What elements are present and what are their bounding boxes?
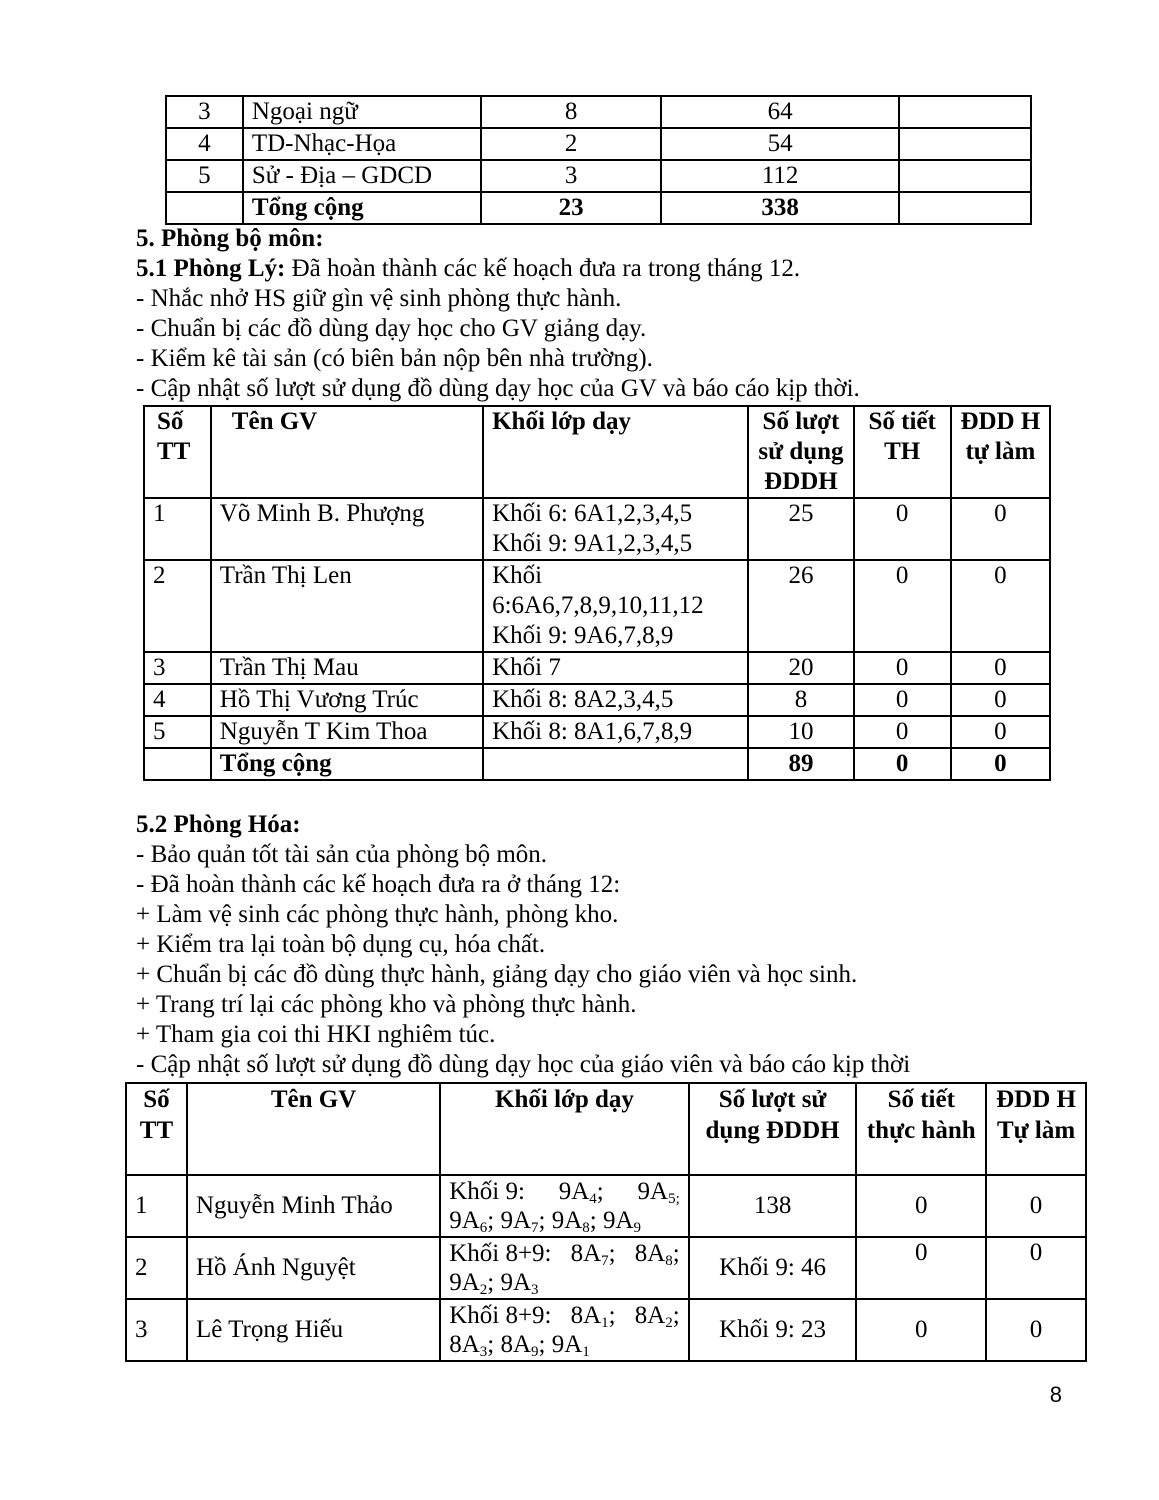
teacher-name: Trần Thị Mau (211, 652, 483, 684)
page-number: 8 (1049, 1382, 1062, 1407)
teacher-name: Nguyễn T Kim Thoa (211, 716, 483, 748)
total-value: 0 (854, 748, 951, 780)
bullet-line: + Làm vệ sinh các phòng thực hành, phòng kho. (136, 901, 619, 928)
class-item: $8A_8$; (634, 1240, 680, 1269)
value-cell: 8 (481, 96, 661, 128)
grade-line: Khối (492, 562, 543, 589)
th-cell: 0 (854, 684, 951, 716)
grade-prefix: Khối 9: (449, 1178, 525, 1205)
chemistry-room-table (125, 1082, 1087, 1362)
grade-cell (483, 560, 748, 652)
table-row (126, 1175, 1086, 1237)
header-cell: Số lượt sử dụng ĐDDH (689, 1083, 857, 1175)
total-value: 0 (951, 748, 1050, 780)
table-row (166, 96, 1031, 128)
tl-cell: 0 (951, 716, 1050, 748)
teacher-name: Lê Trọng Hiếu (187, 1299, 440, 1361)
table-row (166, 160, 1031, 192)
physics-room-table (143, 405, 1051, 781)
summary-table (165, 95, 1032, 225)
bullet-line: - Nhắc nhở HS giữ gìn vệ sinh phòng thực hành. (136, 285, 622, 312)
header-cell: Số tiết TH (854, 406, 951, 498)
uses-cell: 8 (748, 684, 853, 716)
tl-cell: 0 (986, 1237, 1086, 1299)
empty-cell (899, 96, 1031, 128)
grade-prefix: Khối 8+9: (449, 1302, 552, 1329)
grade-line (449, 1239, 680, 1268)
row-number: 4 (144, 684, 211, 716)
table-row (144, 716, 1050, 748)
subsection-text: Đã hoàn thành các kế hoạch đưa ra trong tháng 12. (285, 255, 801, 282)
value-cell: 112 (661, 160, 899, 192)
bullet-line: - Cập nhật số lượt sử dụng đồ dùng dạy học của GV và báo cáo kịp thời. (136, 375, 860, 402)
value-cell: 64 (661, 96, 899, 128)
header-cell: Số lượt sử dụng ĐDDH (748, 406, 853, 498)
table-row (144, 560, 1050, 652)
empty-cell (899, 128, 1031, 160)
header-cell: ĐDD H tự làm (951, 406, 1050, 498)
bullet-line: + Chuẩn bị các đồ dùng thực hành, giảng dạy cho giáo viên và học sinh. (136, 961, 858, 988)
tl-cell: 0 (951, 652, 1050, 684)
total-value: 89 (748, 748, 853, 780)
empty-cell (899, 160, 1031, 192)
class-item: $8A_1$; (570, 1302, 616, 1331)
th-cell: 0 (856, 1175, 986, 1237)
teacher-name: Hồ Thị Vương Trúc (211, 684, 483, 716)
subject-cell: TD-Nhạc-Họa (243, 128, 482, 160)
grade-prefix: Khối 8+9: (449, 1240, 552, 1267)
uses-cell: 10 (748, 716, 853, 748)
bullet-line: - Cập nhật số lượt sử dụng đồ dùng dạy học của giáo viên và báo cáo kịp thời (136, 1051, 911, 1078)
uses-cell: Khối 9: 23 (689, 1299, 857, 1361)
tl-cell: 0 (951, 684, 1050, 716)
header-cell: Khối lớp dạy (440, 1083, 689, 1175)
header-cell: ĐDD H Tự làm (986, 1083, 1086, 1175)
row-number: 5 (166, 160, 243, 192)
th-cell: 0 (854, 498, 951, 560)
value-cell: 54 (661, 128, 899, 160)
bullet-line: - Chuẩn bị các đồ dùng dạy học cho GV giảng dạy. (136, 315, 647, 342)
tl-cell: 0 (951, 498, 1050, 560)
teacher-name: Võ Minh B. Phượng (211, 498, 483, 560)
class-item: $9A_4$; (558, 1178, 604, 1207)
th-cell: 0 (854, 652, 951, 684)
header-cell: Số TT (126, 1083, 187, 1175)
row-number: 1 (126, 1175, 187, 1237)
grade-line: Khối 9: 9A1,2,3,4,5 (492, 530, 693, 557)
header-cell: Khối lớp dạy (483, 406, 748, 498)
row-number: 5 (144, 716, 211, 748)
tl-cell: 0 (986, 1175, 1086, 1237)
grade-line: Khối 6: 6A1,2,3,4,5 (492, 500, 693, 527)
teacher-name: Nguyễn Minh Thảo (187, 1175, 440, 1237)
grade-cell (440, 1175, 689, 1237)
total-value: 23 (481, 192, 661, 224)
empty-cell (899, 192, 1031, 224)
teacher-name: Hồ Ánh Nguyệt (187, 1237, 440, 1299)
uses-cell: 20 (748, 652, 853, 684)
uses-cell: 138 (689, 1175, 857, 1237)
grade-cell: Khối 7 (483, 652, 748, 684)
grade-line: 6:6A6,7,8,9,10,11,12 (492, 592, 704, 619)
header-row (126, 1083, 1086, 1175)
grade-line: Khối 9: 9A6,7,8,9 (492, 622, 674, 649)
row-number: 3 (166, 96, 243, 128)
uses-cell: Khối 9: 46 (689, 1237, 857, 1299)
grade-line (449, 1177, 680, 1206)
empty-cell (166, 192, 243, 224)
row-number: 3 (144, 652, 211, 684)
class-item: $8A_2$; (634, 1302, 680, 1331)
value-cell: 3 (481, 160, 661, 192)
uses-cell: 25 (748, 498, 853, 560)
th-cell: 0 (856, 1299, 986, 1361)
th-cell: 0 (854, 560, 951, 652)
header-cell: Số tiết thực hành (856, 1083, 986, 1175)
grade-cell: Khối 8: 8A1,6,7,8,9 (483, 716, 748, 748)
table-row (166, 128, 1031, 160)
tl-cell: 0 (951, 560, 1050, 652)
grade-line: $8A_3$; $8A_9$; $9A_1$ (449, 1331, 590, 1360)
header-cell: Số TT (144, 406, 211, 498)
grade-line: $9A_6$; $9A_7$; $9A_8$; $9A_9$ (449, 1207, 642, 1236)
class-item: $8A_7$; (570, 1240, 616, 1269)
row-number: 1 (144, 498, 211, 560)
total-label: Tổng cộng (243, 192, 482, 224)
total-label: Tổng cộng (211, 748, 483, 780)
value-cell: 2 (481, 128, 661, 160)
row-number: 2 (126, 1237, 187, 1299)
total-row (144, 748, 1050, 780)
grade-cell (440, 1299, 689, 1361)
th-cell: 0 (856, 1237, 986, 1299)
row-number: 3 (126, 1299, 187, 1361)
table-row (144, 652, 1050, 684)
bullet-line: - Đã hoàn thành các kế hoạch đưa ra ở tháng 12: (136, 871, 621, 898)
section-heading: 5.2 Phòng Hóa: (136, 811, 301, 838)
tl-cell: 0 (986, 1299, 1086, 1361)
bullet-line: + Tham gia coi thi HKI nghiêm túc. (136, 1021, 496, 1048)
header-cell: Tên GV (187, 1083, 440, 1175)
uses-cell: 26 (748, 560, 853, 652)
teacher-name: Trần Thị Len (211, 560, 483, 652)
subsection-label: 5.1 Phòng Lý: (136, 255, 286, 282)
subject-cell: Sử - Địa – GDCD (243, 160, 482, 192)
empty-cell (144, 748, 211, 780)
paragraph (136, 254, 800, 284)
grade-cell (440, 1237, 689, 1299)
bullet-line: + Kiểm tra lại toàn bộ dụng cụ, hóa chất. (136, 931, 546, 958)
grade-cell (483, 498, 748, 560)
row-number: 4 (166, 128, 243, 160)
row-number: 2 (144, 560, 211, 652)
class-item: $9A_{5;}$ (637, 1178, 680, 1207)
table-row (126, 1299, 1086, 1361)
empty-cell (483, 748, 748, 780)
header-cell: Tên GV (211, 406, 483, 498)
bullet-line: + Trang trí lại các phòng kho và phòng thực hành. (136, 991, 637, 1018)
table-row (144, 684, 1050, 716)
th-cell: 0 (854, 716, 951, 748)
total-row (166, 192, 1031, 224)
bullet-line: - Bảo quản tốt tài sản của phòng bộ môn. (136, 841, 548, 868)
grade-line: $9A_2$; $9A_3$ (449, 1269, 539, 1298)
grade-line (449, 1301, 680, 1330)
section-heading: 5. Phòng bộ môn: (136, 225, 324, 252)
total-value: 338 (661, 192, 899, 224)
bullet-line: - Kiểm kê tài sản (có biên bản nộp bên nhà trường). (136, 345, 653, 372)
grade-cell: Khối 8: 8A2,3,4,5 (483, 684, 748, 716)
table-row (144, 498, 1050, 560)
subject-cell: Ngoại ngữ (243, 96, 482, 128)
header-row (144, 406, 1050, 498)
table-row (126, 1237, 1086, 1299)
